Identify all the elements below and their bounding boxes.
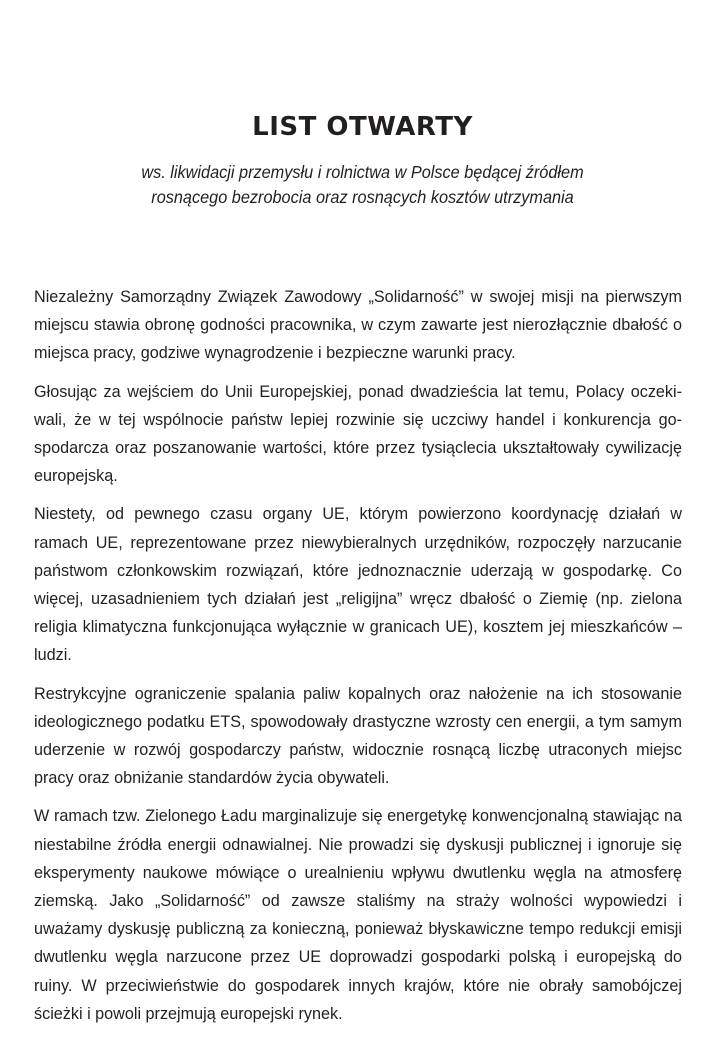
document-subtitle — [25, 160, 699, 210]
paragraph-3: Niestety, od pewnego czasu organy UE, którym powierzono koordynację działań w ramach UE, reprezentowane przez niewybieralnych urzędników, rozpoczęły narzucanie państwom członkowskim rozwiązań, które jednoznacznie uderzają w gospodarkę. Co więcej, uzasadnieniem tych działań jest „religijna” wręcz dbałość o Ziemię (np. zielona religia klimatyczna funkcjonująca wyłącznie w granicach UE), kosztem jej mieszkańców – ludzi. — [34, 505, 682, 665]
subtitle-line-2: rosnącego bezrobocia oraz rosnących kosztów utrzymania — [151, 187, 574, 207]
paragraph-2: Głosując za wejściem do Unii Europejskiej, ponad dwadzieścia lat temu, Polacy oczekiwali, że w tej wspólnocie państw lepiej rozwinie się uczciwy handel i konkurencja gospodarcza oraz poszanowanie wartości, które przez tysiąclecia ukształtowały cywilizację europejską. — [34, 382, 682, 486]
paragraph-1: Niezależny Samorządny Związek Zawodowy „Solidarność” w swojej misji na pierwszym miejscu stawia obronę godności pracownika, w czym zawarte jest nierozłącznie dbałość o miejsca pracy, godziwe wynagrodzenie i bezpieczne warunki pracy. — [34, 288, 682, 363]
paragraph-4: Restrykcyjne ograniczenie spalania paliw kopalnych oraz nałożenie na ich stosowanie ideologicznego podatku ETS, spowodowały drastyczne wzrosty cen energii, a tym samym uderzenie w rozwój gospodarczy państw, widocznie rosnącą liczbę utraconych miejsc pracy oraz obniżanie standardów życia obywateli. — [34, 684, 682, 788]
paragraph-5: W ramach tzw. Zielonego Ładu marginalizuje się energetykę konwencjonalną stawiając na niestabilne źródła energii odnawialnej. Nie prowadzi się dyskusji publicznej i ignoruje się eksperymenty naukowe mówiące o urealnieniu wpływu dwutlenku węgla na atmosferę ziemską. Jako „Solidarność” od zawsze staliśmy na straży wolności wypowiedzi i uważamy dyskusję publiczną za konieczną, ponieważ błyskawiczne tempo redukcji emisji dwutlenku węgla narzucone przez UE doprowadzi gospodarki polską i europejską do ruiny. W przeciwieństwie do gospodarek innych krajów, które nie obrały samobójczej ścieżki i powoli przejmują europejski rynek. — [34, 807, 682, 1023]
document-body — [34, 283, 682, 1038]
subtitle-line-1: ws. likwidacji przemysłu i rolnictwa w Polsce będącej źródłem — [141, 162, 584, 182]
document-title: LIST OTWARTY — [252, 112, 473, 142]
